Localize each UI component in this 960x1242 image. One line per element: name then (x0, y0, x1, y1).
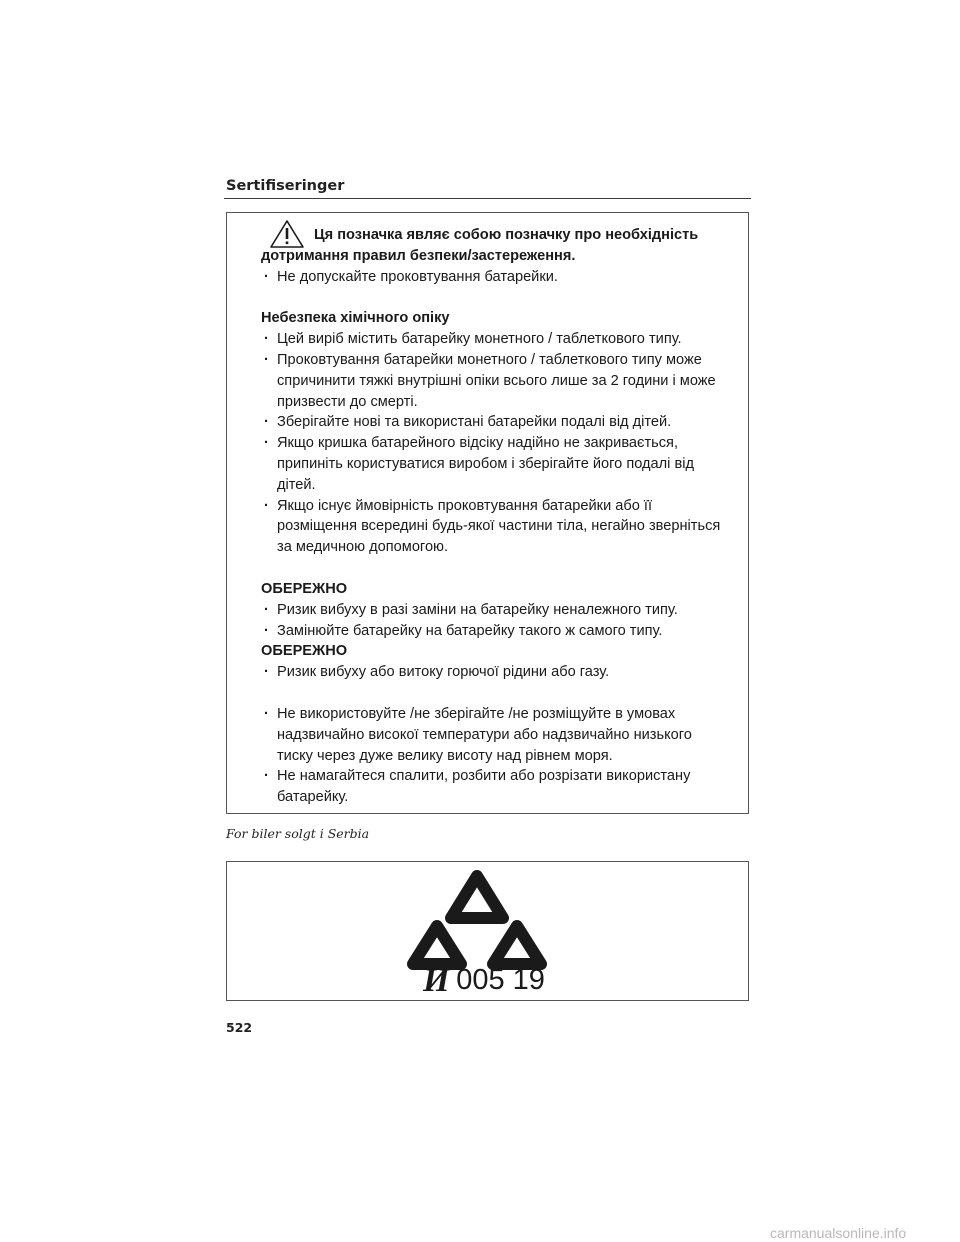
warning-triangle-icon (269, 219, 305, 249)
caution-title: ОБЕРЕЖНО (261, 580, 348, 597)
list-item: · Якщо кришка батарейного відсіку надійно не закривається, припиніть користуватися виробом і зберігайте його подалі від дітей. (261, 433, 731, 495)
warning-heading (261, 225, 731, 267)
list-item: · Якщо існує ймовірність проковтування батарейки або її розміщення всередині будь-якої частини тіла, негайно зверніться за медичною допомогою. (261, 496, 731, 558)
warning-heading-line-2: дотримання правил безпеки/застереження. (261, 247, 576, 264)
certification-box (226, 861, 749, 1001)
section-title: Sertifiseringer (226, 178, 345, 194)
certification-code-value: 005 19 (456, 964, 545, 996)
list-item: · Не використовуйте /не зберігайте /не розміщуйте в умовах надзвичайно високої температури або надзвичайно низького тиску через дуже велику висоту над рівнем моря. (261, 704, 731, 766)
list-item: · Зберігайте нові та використані батарейки подалі від дітей. (261, 412, 731, 433)
page-number: 522 (226, 1020, 253, 1035)
caption: For biler solgt i Serbia (226, 826, 370, 841)
caution-title: ОБЕРЕЖНО (261, 643, 348, 660)
list-item: · Не намагайтеся спалити, розбити або розрізати використану батарейку. (261, 766, 731, 808)
list-item: · Не допускайте проковтування батарейки. (261, 267, 731, 288)
certification-letter: И (423, 962, 450, 999)
list-item: · Ризик вибуху або витоку горючої рідини або газу. (261, 662, 731, 683)
list-item: · Цей виріб містить батарейку монетного / таблеткового типу. (261, 329, 731, 350)
warning-content (261, 225, 731, 808)
warning-box (226, 212, 749, 814)
list-item: · Ризик вибуху в разі заміни на батарейку неналежного типу. (261, 600, 731, 621)
list-item: · Замінюйте батарейку на батарейку такого ж самого типу. (261, 621, 731, 642)
list-item: · Проковтування батарейки монетного / таблеткового типу може спричинити тяжкі внутрішні опіки всього лише за 2 години і може призвести до смерті. (261, 350, 731, 412)
watermark: carmanualsonline.info (770, 1225, 907, 1241)
warning-heading-line-1: Ця позначка являє собою позначку про необхідність (314, 227, 699, 243)
three-triangles-mark-icon (407, 870, 547, 970)
chemical-burn-title: Небезпека хімічного опіку (261, 310, 450, 327)
section-divider (224, 198, 751, 199)
certification-code (424, 964, 545, 997)
